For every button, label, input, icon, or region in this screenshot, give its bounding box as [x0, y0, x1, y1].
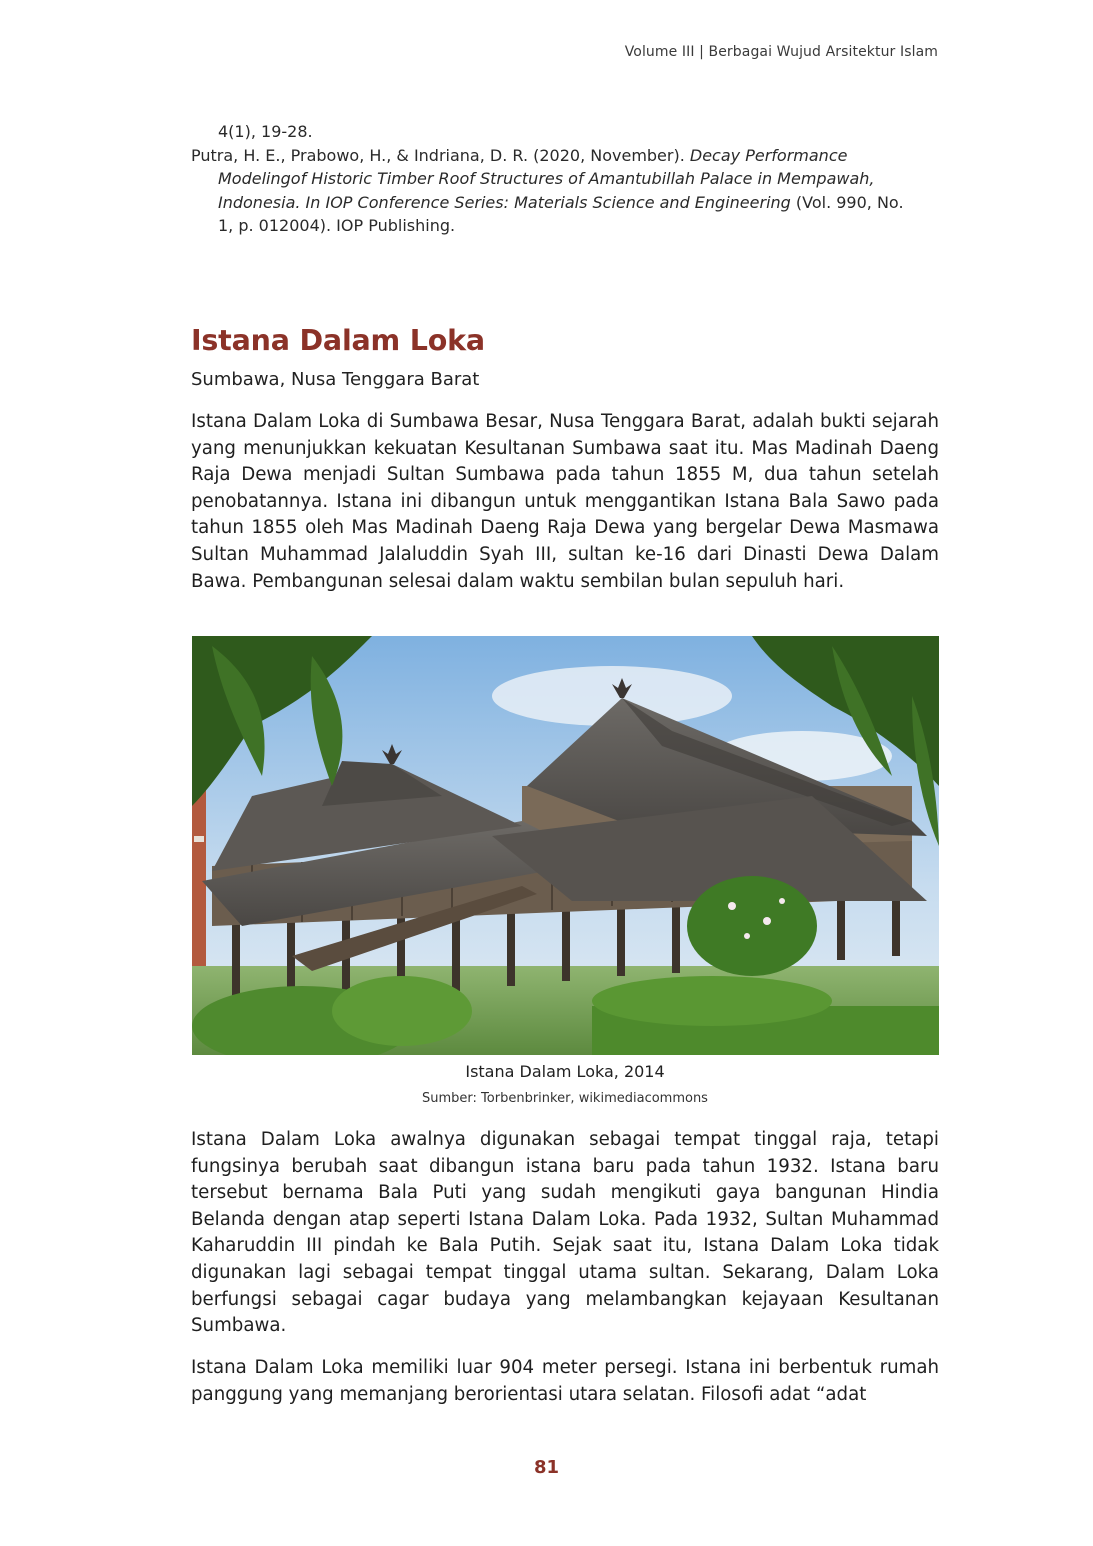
paragraph-history: Istana Dalam Loka awalnya digunakan sebagai tempat tinggal raja, tetapi fungsinya berubah saat dibangun istana baru pada tahun 1932. Istana baru tersebut bernama Bala Puti yang sudah mengikuti gaya bangunan Hindia Belanda dengan atap seperti Istana Dalam Loka. Pada 1932, Sultan Muhammad Kaharuddin III pindah ke Bala Putih. Sejak saat itu, Istana Dalam Loka tidak digunakan lagi sebagai tempat tinggal utama sultan. Sekarang, Dalam Loka berfungsi sebagai cagar budaya yang melambangkan kejayaan Kesultanan Sumbawa.: [191, 1129, 939, 1337]
reference-authors: Putra, H. E., Prabowo, H., & Indriana, D. R. (2020, November).: [191, 145, 690, 165]
section-subtitle: Sumbawa, Nusa Tenggara Barat: [191, 369, 480, 390]
figure-source: Sumber: Torbenbrinker, wikimediacommons: [422, 1091, 708, 1106]
paragraph-structure: Istana Dalam Loka memiliki luar 904 meter persegi. Istana ini berbentuk rumah panggung yang memanjang berorientasi utara selatan. Filosofi adat “adat: [191, 1357, 939, 1405]
reference-volume: (Vol. 990, No.: [790, 192, 904, 212]
reference-title-tail: Indonesia. In IOP Conference Series: Materials Science and Engineering: [218, 192, 791, 212]
section-title: Istana Dalam Loka: [191, 324, 485, 357]
running-header: Volume III | Berbagai Wujud Arsitektur Islam: [624, 44, 938, 60]
reference-list: [191, 120, 939, 238]
paragraph-intro: Istana Dalam Loka di Sumbawa Besar, Nusa Tenggara Barat, adalah bukti sejarah yang menunjukkan kekuatan Kesultanan Sumbawa saat itu. Mas Madinah Daeng Raja Dewa menjadi Sultan Sumbawa pada tahun 1855 M, dua tahun setelah penobatannya. Istana ini dibangun untuk menggantikan Istana Bala Sawo pada tahun 1855 oleh Mas Madinah Daeng Raja Dewa yang bergelar Dewa Masmawa Sultan Muhammad Jalaluddin Syah III, sultan ke-16 dari Dinasti Dewa Dalam Bawa. Pembangunan selesai dalam waktu sembilan bulan sepuluh hari.: [191, 411, 939, 592]
reference-entry: [191, 144, 939, 168]
reference-publisher: 1, p. 012004). IOP Publishing.: [218, 216, 456, 235]
reference-title-line: Modelingof Historic Timber Roof Structures of Amantubillah Palace in Mempawah,: [218, 169, 875, 188]
figure-caption: Istana Dalam Loka, 2014: [465, 1062, 665, 1081]
palace-photo: [192, 636, 939, 1055]
reference-title-line: [191, 191, 939, 215]
reference-continuation: 4(1), 19-28.: [218, 122, 313, 141]
reference-title: Decay Performance: [689, 145, 848, 165]
page-number: 81: [533, 1457, 560, 1478]
